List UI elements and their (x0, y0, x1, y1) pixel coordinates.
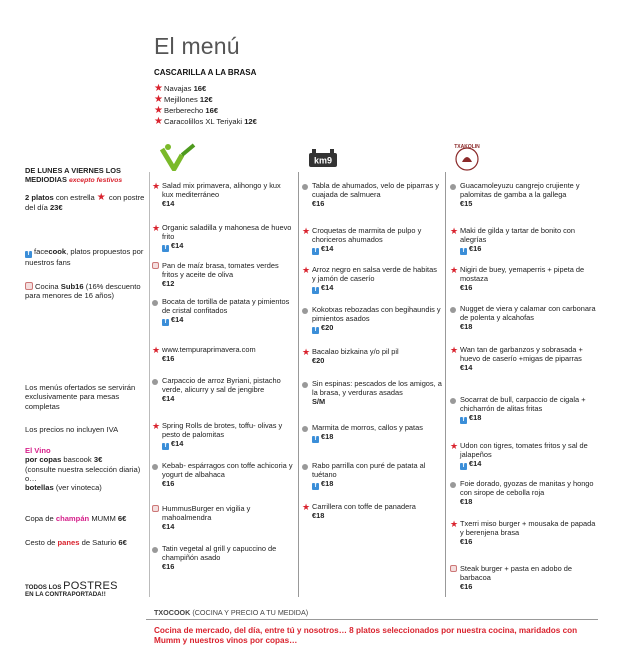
star-icon: ★ (154, 115, 163, 127)
cascarilla-item: ★ Caracolillos XL Teriyaki 12€ (154, 115, 257, 127)
txakolin-logo-text: TXAKOLIN (454, 144, 480, 150)
champagne-line: Copa de champán MUMM 6€ (25, 514, 127, 523)
hand-icon (152, 262, 161, 271)
facebook-icon: f (162, 245, 169, 252)
dish-item (152, 346, 294, 364)
dish-item (450, 396, 598, 424)
dish-price: €18 (312, 510, 325, 520)
bullet-dot-icon (302, 462, 308, 473)
dish-name: www.tempuraprimavera.com (162, 345, 256, 354)
dish-item (302, 306, 442, 334)
dish-item (302, 380, 442, 407)
dish-name: Tatin vegetal al grill y capuccino de champiñón asado (162, 544, 277, 562)
dish-name: Kebab- espárragos con toffe achicoria y yogurt de albahaca (162, 461, 293, 479)
facebook-icon: f (312, 248, 319, 255)
dish-name: Rabo parrilla con puré de patata al tuétano (312, 461, 426, 479)
star-icon: ★ (450, 265, 459, 275)
dish-item (152, 224, 294, 252)
bullet-dot-icon (152, 545, 158, 556)
cascarilla-heading: CASCARILLA A LA BRASA (154, 68, 257, 77)
dish-item (302, 424, 442, 443)
dish-name: Pan de maíz brasa, tomates verdes fritos y aceite de oliva (162, 261, 279, 279)
dish-name: Marmita de morros, callos y patas (312, 423, 423, 432)
menus-note: Los menús ofertados se servirán exclusivamente para mesas completas (25, 383, 136, 411)
dish-price: €14 (321, 243, 334, 253)
facebook-icon: f (312, 327, 319, 334)
dish-item (152, 505, 294, 532)
facebook-icon: f (25, 251, 32, 258)
page-title: El menú (154, 33, 240, 59)
dish-price: €16 (469, 243, 482, 253)
dish-price: €18 (469, 412, 482, 422)
star-icon: ★ (152, 421, 161, 431)
cascarilla-item: ★ Mejillones 12€ (154, 93, 213, 105)
dish-item (302, 503, 442, 521)
dish-name: Nigiri de buey, yemaperris + pipeta de mostaza (460, 265, 585, 283)
facebook-icon: f (460, 417, 467, 424)
dish-price: €20 (312, 355, 325, 365)
txocook-heading: TXOCOOK (COCINA Y PRECIO A TU MEDIDA) (154, 608, 309, 617)
dish-price: €14 (469, 458, 482, 468)
bullet-dot-icon (302, 306, 308, 317)
dish-name: Carpaccio de arroz Byriani, pistacho verde, alicurry y sal de jengibre (162, 376, 281, 394)
promo-text: Cocina de mercado, del día, entre tú y nosotros… 8 platos seleccionados por nuestra cocina, maridados con Mumm y nuestros vinos por copas… (154, 626, 578, 646)
star-icon: ★ (152, 223, 161, 233)
bullet-dot-icon (450, 480, 456, 491)
dish-price: €14 (321, 282, 334, 292)
dish-item (302, 182, 442, 209)
star-icon: ★ (154, 82, 163, 94)
dish-price: €18 (460, 321, 473, 331)
dish-name: Wan tan de garbanzos y sobrasada + huevo de caserío +migas de piparras (460, 345, 583, 363)
dish-price: €14 (162, 521, 175, 531)
dish-name: Udon con tigres, tomates fritos y sal de jalapeños (460, 441, 588, 459)
hand-icon (450, 565, 459, 574)
star-icon: ★ (450, 345, 459, 355)
cascarilla-item: ★ Navajas 16€ (154, 82, 207, 94)
dish-item (152, 545, 294, 572)
bullet-dot-icon (450, 305, 456, 316)
desserts-note: TODOS LOS POSTRES EN LA CONTRAPORTADA!! (25, 580, 118, 599)
dish-name: Spring Rolls de brotes, toffu- olivas y pesto de palomitas (162, 421, 283, 439)
iva-note: Los precios no incluyen IVA (25, 425, 119, 434)
km9-logo-text: km9 (313, 155, 333, 166)
dish-item (152, 262, 294, 289)
dish-name: Arroz negro en salsa verde de habitas y jamón de caserío (312, 265, 437, 283)
star-icon: ★ (450, 441, 459, 451)
dish-item (152, 462, 294, 489)
dish-price: €16 (460, 536, 473, 546)
dish-price: €16 (460, 282, 473, 292)
bullet-dot-icon (302, 182, 308, 193)
hand-icon (152, 505, 161, 514)
dish-item (302, 462, 442, 490)
column-divider (298, 172, 299, 597)
facebook-note: f facecook, platos propuestos por nuestros fans (25, 247, 144, 267)
weekday-heading: DE LUNES A VIERNES LOS MEDIODIAS excepto festivos (25, 166, 123, 185)
star-icon: ★ (450, 226, 459, 236)
dish-name: Guacamoleyuzu cangrejo crujiente y palomitas de gamba a la gallega (460, 181, 580, 199)
bullet-dot-icon (450, 396, 456, 407)
star-icon: ★ (450, 519, 459, 529)
dish-item (152, 182, 294, 209)
dish-item (152, 377, 294, 404)
dish-price: €18 (321, 431, 334, 441)
dish-name: Croquetas de marmita de pulpo y choriceros ahumados (312, 226, 422, 244)
wine-label: El Vino (25, 446, 51, 455)
cascarilla-item: ★ Berberecho 16€ (154, 104, 219, 116)
dish-item (450, 480, 598, 507)
dish-name: Sin espinas: pescados de los amigos, a la brasa, y verduras asadas (312, 379, 442, 397)
facebook-icon: f (460, 248, 467, 255)
dish-price: €14 (162, 198, 175, 208)
wine-section: El Vino por copas bascook 3€ (consulte nuestra selección diaria) o… botellas (ver vinoteca) (25, 446, 145, 492)
dish-name: Tabla de ahumados, velo de piparras y cuajada de salmuera (312, 181, 439, 199)
dish-name: Carrillera con toffe de panadera (312, 502, 416, 511)
dish-item (450, 266, 598, 293)
facebook-icon: f (312, 436, 319, 443)
dish-item (152, 298, 294, 326)
dish-price: €14 (162, 393, 175, 403)
dish-item (450, 182, 598, 209)
dish-price: €14 (171, 438, 184, 448)
star-icon: ★ (154, 93, 163, 105)
star-icon: ★ (96, 192, 106, 204)
bread-line: Cesto de panes de Saturio 6€ (25, 538, 127, 547)
dish-price: €14 (460, 362, 473, 372)
facebook-icon: f (162, 319, 169, 326)
star-icon: ★ (152, 345, 161, 355)
dish-item (302, 227, 442, 255)
dish-name: Txerri miso burger + mousaka de papada y berenjena brasa (460, 519, 596, 537)
dish-price: €16 (162, 353, 175, 363)
dish-name: Steak burger + pasta en adobo de barbacoa (460, 564, 572, 582)
bullet-dot-icon (152, 377, 158, 388)
star-icon: ★ (152, 181, 161, 191)
column-divider (445, 172, 446, 597)
facebook-icon: f (312, 483, 319, 490)
dish-price: €20 (321, 322, 334, 332)
dish-price: €16 (162, 478, 175, 488)
facebook-icon: f (460, 463, 467, 470)
dish-price: €18 (460, 496, 473, 506)
sub16-note: Cocina Sub16 (16% descuento para menores de 16 años) (25, 282, 141, 301)
dish-price: €15 (460, 198, 473, 208)
dish-price: €14 (171, 314, 184, 324)
column-divider (149, 172, 150, 597)
dish-name: Maki de gilda y tartar de bonito con alegrías (460, 226, 576, 244)
bullet-dot-icon (152, 298, 158, 309)
dish-price: €12 (162, 278, 175, 288)
dish-item (152, 422, 294, 450)
txakolin-logo (450, 140, 484, 174)
star-icon: ★ (302, 502, 311, 512)
hand-icon (25, 282, 33, 290)
dish-item (450, 565, 598, 592)
dish-item (302, 348, 442, 366)
dish-name: Socarrat de bull, carpaccio de cigala + chicharrón de alitas fritas (460, 395, 586, 413)
dish-name: Bocata de tortilla de patata y pimientos de cristal confitados (162, 297, 290, 315)
facebook-icon: f (162, 443, 169, 450)
dish-price: €18 (321, 478, 334, 488)
dish-item (450, 520, 598, 547)
dish-item (302, 266, 442, 294)
dish-price: €16 (460, 581, 473, 591)
v-logo (160, 143, 196, 171)
dish-name: Salad mix primavera, alihongo y kux kux mediterráneo (162, 181, 281, 199)
bullet-dot-icon (302, 380, 308, 391)
star-icon: ★ (302, 265, 311, 275)
footer-divider (146, 619, 598, 620)
cascarilla-list (154, 83, 257, 127)
weekday-offer (25, 166, 145, 213)
dish-item (450, 305, 598, 332)
star-icon: ★ (302, 226, 311, 236)
dish-name: Organic saladilla y mahonesa de huevo frito (162, 223, 292, 241)
dish-name: HummusBurger en vigilia y mahoalmendra (162, 504, 251, 522)
star-icon: ★ (154, 104, 163, 116)
dish-price: €16 (162, 561, 175, 571)
bullet-dot-icon (450, 182, 456, 193)
dish-item (450, 346, 598, 373)
bullet-dot-icon (302, 424, 308, 435)
dish-item (450, 227, 598, 255)
bullet-dot-icon (152, 462, 158, 473)
star-icon: ★ (302, 347, 311, 357)
dish-price: €14 (171, 240, 184, 250)
dish-price: S/M (312, 396, 326, 406)
dish-name: Foie dorado, gyozas de manitas y hongo con sirope de cebolla roja (460, 479, 594, 497)
dish-name: Bacalao bizkaina y/o pil pil (312, 347, 399, 356)
dish-item (450, 442, 598, 470)
dish-price: €16 (312, 198, 325, 208)
dish-name: Nugget de viera y calamar con carbonara de polenta y alcahofas (460, 304, 596, 322)
facebook-icon: f (312, 287, 319, 294)
dish-name: Kokotxas rebozadas con begihaundis y pimientos asados (312, 305, 441, 323)
km9-logo (308, 148, 338, 172)
weekday-deal: 2 platos con estrella ★ con postre del día 23€ (25, 192, 145, 213)
